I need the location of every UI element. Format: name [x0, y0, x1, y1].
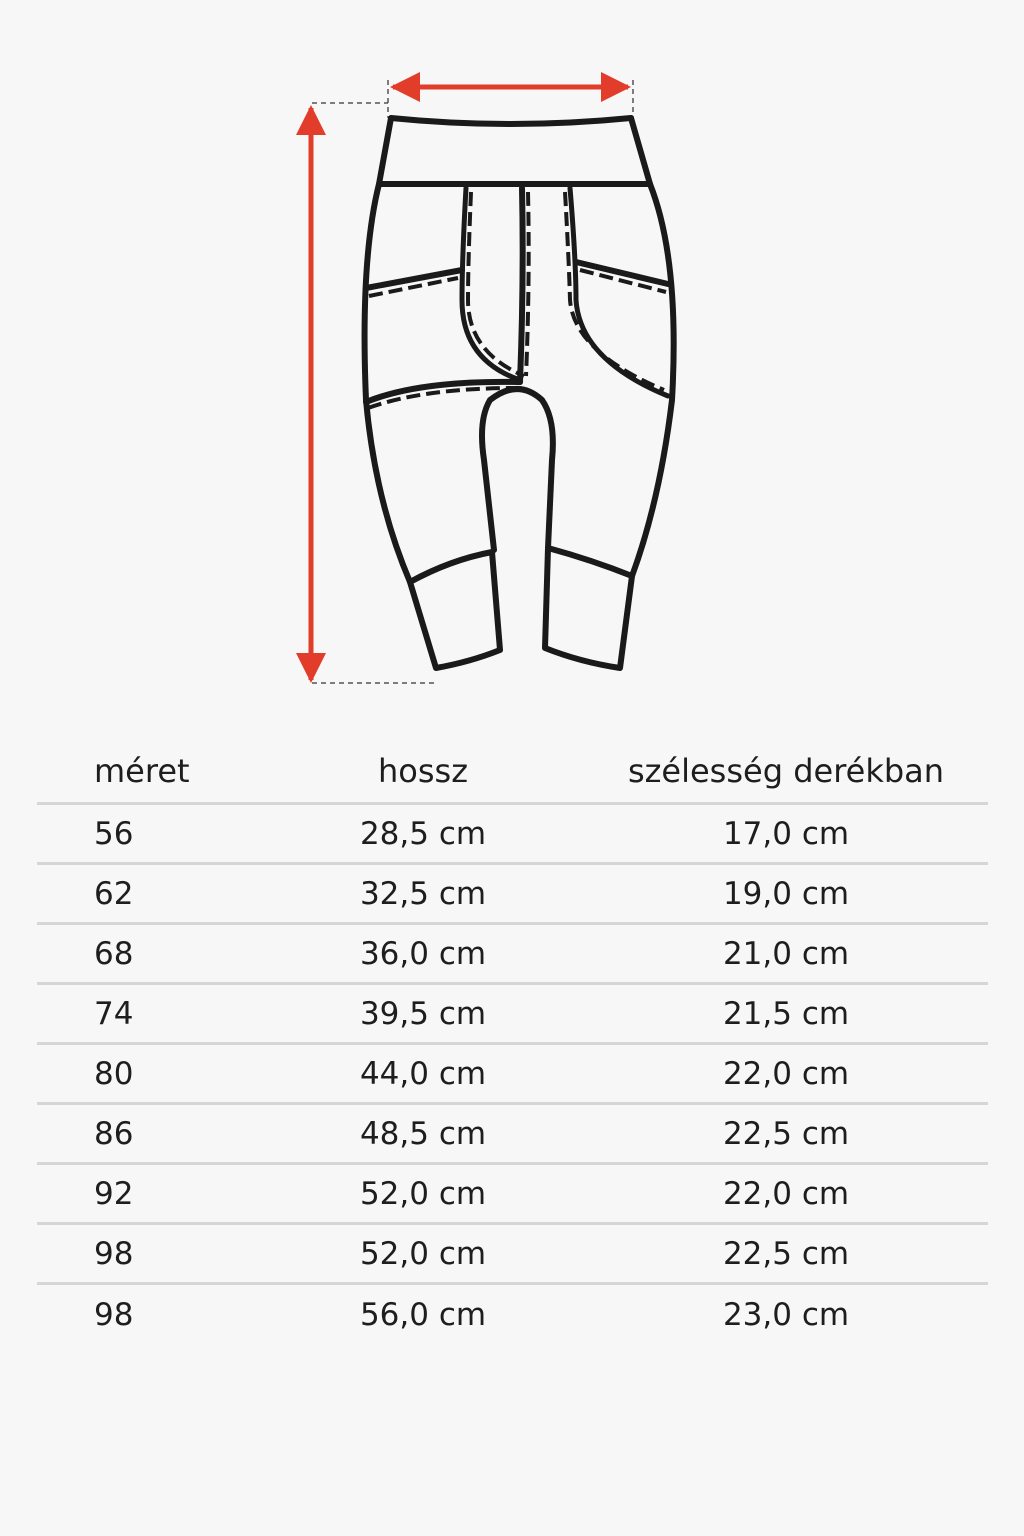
cell-size: 56	[94, 815, 134, 852]
cell-waist-width: 22,5 cm	[722, 1235, 850, 1272]
header-length: hossz	[378, 752, 468, 790]
cell-size: 98	[94, 1297, 134, 1333]
cell-length: 56,0 cm	[359, 1297, 487, 1333]
cell-length: 52,0 cm	[359, 1175, 487, 1212]
table-row	[37, 805, 988, 865]
cell-length: 39,5 cm	[359, 995, 487, 1032]
pants-icon	[365, 118, 674, 668]
cell-waist-width: 22,5 cm	[722, 1115, 850, 1152]
table-row	[37, 985, 988, 1045]
header-size: méret	[94, 752, 190, 790]
cell-length: 44,0 cm	[359, 1055, 487, 1092]
size-table	[37, 740, 988, 1345]
cell-size: 68	[94, 935, 134, 972]
cell-waist-width: 22,0 cm	[722, 1055, 850, 1092]
cell-size: 62	[94, 875, 134, 912]
table-header	[37, 740, 988, 805]
cell-waist-width: 21,0 cm	[722, 935, 850, 972]
table-row	[37, 1105, 988, 1165]
cell-waist-width: 17,0 cm	[722, 815, 850, 852]
stitching	[368, 192, 666, 408]
table-row	[37, 865, 988, 925]
cell-waist-width: 21,5 cm	[722, 995, 850, 1032]
cell-waist-width: 23,0 cm	[722, 1297, 850, 1333]
cell-length: 28,5 cm	[359, 815, 487, 852]
cell-size: 92	[94, 1175, 134, 1212]
pants-measurement-diagram	[0, 0, 1024, 700]
table-row	[37, 925, 988, 985]
cell-size: 86	[94, 1115, 134, 1152]
table-row	[37, 1165, 988, 1225]
cell-waist-width: 19,0 cm	[722, 875, 850, 912]
table-row	[37, 1045, 988, 1105]
cell-size: 80	[94, 1055, 134, 1092]
cell-length: 48,5 cm	[359, 1115, 487, 1152]
cell-size: 98	[94, 1235, 134, 1272]
cell-waist-width: 22,0 cm	[722, 1175, 850, 1212]
cell-length: 52,0 cm	[359, 1235, 487, 1272]
cell-size: 74	[94, 995, 134, 1032]
header-waist-width: szélesség derékban	[627, 752, 945, 790]
cell-length: 36,0 cm	[359, 935, 487, 972]
table-row	[37, 1285, 988, 1345]
table-row	[37, 1225, 988, 1285]
cell-length: 32,5 cm	[359, 875, 487, 912]
